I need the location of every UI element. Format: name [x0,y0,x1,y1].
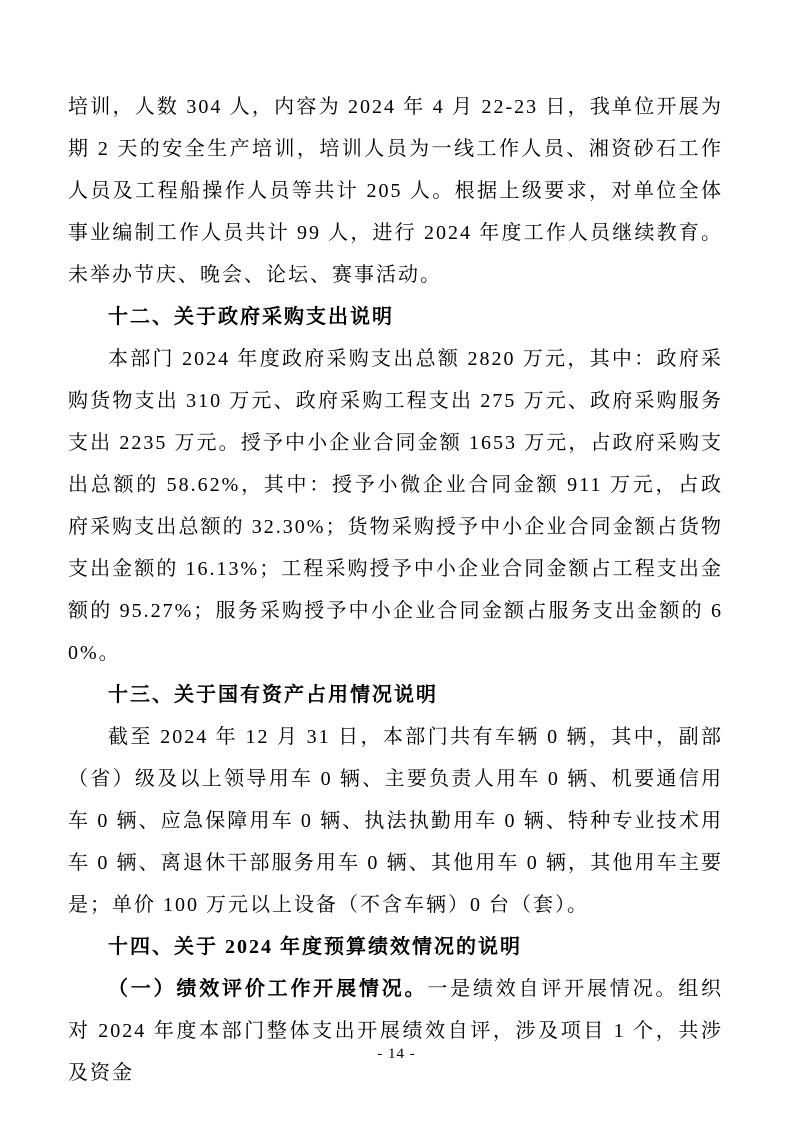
heading-section-13: 十三、关于国有资产占用情况说明 [108,684,438,706]
paragraph-state-assets: 截至 2024 年 12 月 31 日，本部门共有车辆 0 辆，其中，副部（省）级及以上领导用车 0 辆、主要负责人用车 0 辆、机要通信用车 0 辆、应急保障用车 0 辆、执法执勤用车 0 辆、特种专业技术用车 0 辆、离退休干部服务用车 0 辆、其他用车 0 辆，其他用车主要是；单价 100 万元以上设备（不含车辆）0 台（套）。 [68,726,723,916]
document-content [68,86,723,1094]
paragraph-performance-evaluation-body: 一是绩效自评开展情况。组织对 2024 年度本部门整体支出开展绩效自评，涉及项目 1 个，共涉及资金 [68,978,724,1084]
heading-section-14: 十四、关于 2024 年度预算绩效情况的说明 [108,936,522,958]
page-number: - 14 - [377,1046,416,1062]
paragraph-performance-evaluation [68,968,723,1094]
paragraph-government-procurement: 本部门 2024 年度政府采购支出总额 2820 万元，其中：政府采购货物支出 310 万元、政府采购工程支出 275 万元、政府采购服务支出 2235 万元。授予中小企业合同金额 1653 万元，占政府采购支出总额的 58.62%，其中：授予小微企业合同金额 911 万元，占政府采购支出总额的 32.30%；货物采购授予中小企业合同金额占货物支出金额的 16.13%；工程采购授予中小企业合同金额占工程支出金额的 95.27%；服务采购授予中小企业合同金额占服务支出金额的 60%。 [68,348,723,664]
paragraph-performance-evaluation-lead: （一）绩效评价工作开展情况。 [108,978,428,1000]
page-footer [0,1045,793,1063]
paragraph-training-continuation: 培训，人数 304 人，内容为 2024 年 4 月 22-23 日，我单位开展为期 2 天的安全生产培训，培训人员为一线工作人员、湘资砂石工作人员及工程船操作人员等共计 205 人。根据上级要求，对单位全体事业编制工作人员共计 99 人，进行 2024 年度工作人员继续教育。未举办节庆、晚会、论坛、赛事活动。 [68,96,723,286]
heading-section-12: 十二、关于政府采购支出说明 [108,306,394,328]
